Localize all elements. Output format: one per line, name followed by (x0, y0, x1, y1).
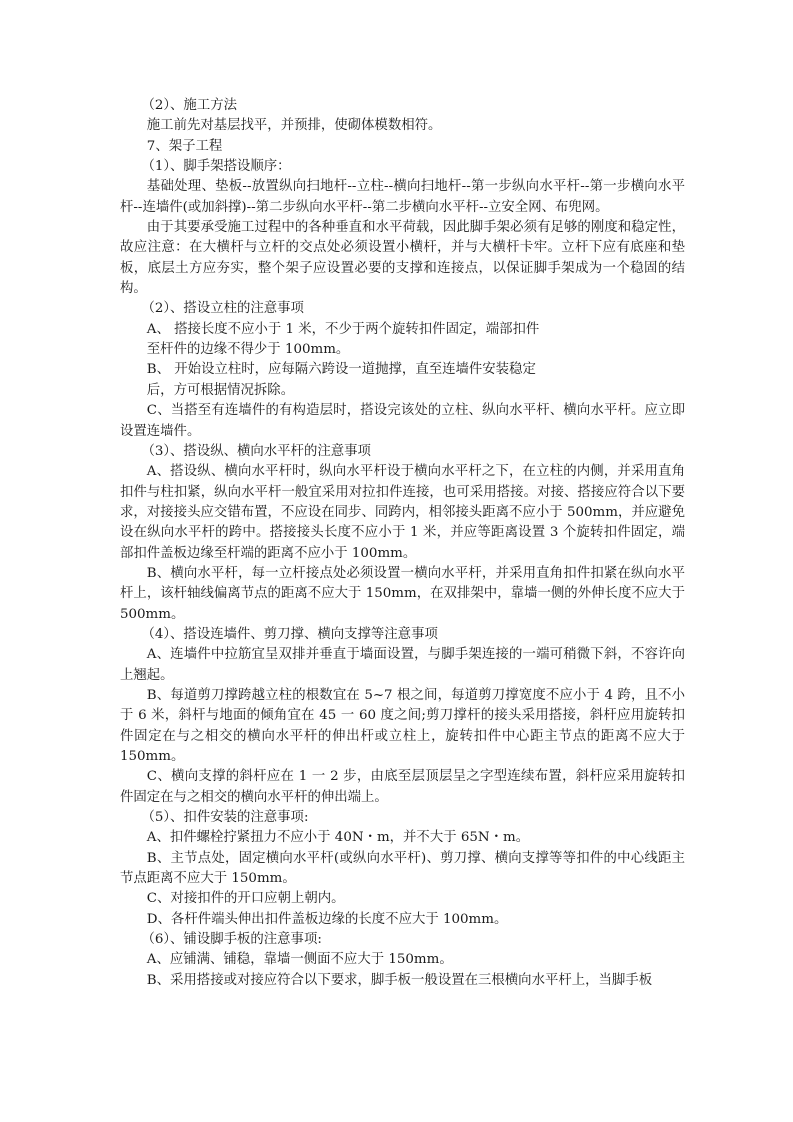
document-page (120, 96, 685, 991)
list-item: B、 开始设立柱时，应每隔六跨设一道抛撑，直至连墙件安装稳定 (146, 362, 536, 378)
list-item: A、连墙件中拉筋宜呈双排并垂直于墙面设置，与脚手架连接的一端可稍微下斜，不容许向上翘起。 (120, 647, 685, 683)
list-item: A、搭设纵、横向水平杆时，纵向水平杆设于横向水平杆之下，在立柱的内侧，并采用直角扣件与柱扣紧，纵向水平杆一般宜采用对拉扣件连接，也可采用搭接。对接、搭接应符合以下要求，对接接头应交错布置，不应设在同步、同跨内，相邻接头距离不应小于 500mm，并应避免设在纵向水平杆的跨中。搭接接头长度不应小于 1 米，并应等距离设置 3 个旋转扣件固定，端部扣件盖板边缘至杆端的距离不应小于 100mm。 (120, 464, 685, 561)
list-item: A、扣件螺栓拧紧扭力不应小于 40N・m，并不大于 65N・m。 (146, 830, 530, 846)
subheading-horizontal-bar-notes: （3）、搭设纵、横向水平杆的注意事项 (141, 443, 371, 459)
list-item: B、采用搭接或对接应符合以下要求，脚手板一般设置在三根横向水平杆上，当脚手板 (146, 972, 653, 988)
subheading-erection-sequence: （1）、脚手架搭设顺序： (141, 159, 291, 175)
list-item: A、应铺满、铺稳，靠墙一侧面不应大于 150mm。 (146, 952, 453, 968)
list-item: A、 搭接长度不应小于 1 米，不少于两个旋转扣件固定，端部扣件 (146, 321, 540, 337)
list-item: B、横向水平杆，每一立杆接点处必须设置一横向水平杆，并采用直角扣件扣紧在纵向水平杆上，该杆轴线偏离节点的距离不应大于 150mm，在双排架中，靠墙一侧的外伸长度不应大于 500mm。 (120, 565, 685, 622)
subheading-fastener-notes: （5）、扣件安装的注意事项: (141, 810, 309, 826)
list-item: C、对接扣件的开口应朝上朝内。 (146, 891, 345, 907)
list-item: B、主节点处，固定横向水平杆(或纵向水平杆)、剪刀撑、横向支撑等等扣件的中心线距主节点距离不应大于 150mm。 (120, 850, 685, 887)
subheading-scaffold-board-notes: （6）、铺设脚手板的注意事项: (141, 932, 322, 948)
list-item-continuation: 后，方可根据情况拆除。 (146, 382, 295, 398)
list-item: D、各杆件端头伸出扣件盖板边缘的长度不应大于 100mm。 (146, 911, 508, 927)
list-item-continuation: 至杆件的边缘不得少于 100mm。 (146, 342, 350, 358)
paragraph: 由于其要承受施工过程中的各种垂直和水平荷载，因此脚手架必须有足够的刚度和稳定性，故应注意：在大横杆与立杆的交点处必须设置小横杆，并与大横杆卡牢。立杆下应有底座和垫板，底层土方应夯实，整个架子应设置必要的支撑和连接点，以保证脚手架成为一个稳固的结构。 (120, 220, 685, 297)
subheading-construction-method: （2）、施工方法 (141, 98, 237, 113)
list-item: C、当搭至有连墙件的有构造层时，搭设完该处的立柱、纵向水平杆、横向水平杆。应立即设置连墙件。 (120, 403, 685, 439)
list-item: C、横向支撑的斜杆应在 1 一 2 步，由底至层顶层呈之字型连续布置，斜杆应采用旋转扣件固定在与之相交的横向水平杆的伸出端上。 (120, 769, 685, 805)
paragraph: 施工前先对基层找平，并预排，使砌体模数相符。 (146, 118, 442, 134)
subheading-bracing-notes: （4）、搭设连墙件、剪刀撑、横向支撑等注意事项 (141, 626, 438, 642)
list-item: B、每道剪刀撑跨越立柱的根数宜在 5~7 根之间，每道剪刀撑宽度不应小于 4 跨，且不小于 6 米，斜杆与地面的倾角宜在 45 一 60 度之间;剪刀撑杆的接头采用搭接，斜杆应用旋转扣件固定在与之相交的横向水平杆的伸出杆或立柱上，旋转扣件中心距主节点的距离不应大于 150mm。 (120, 687, 685, 764)
subheading-column-notes: （2）、搭设立柱的注意事项 (141, 301, 304, 317)
paragraph: 基础处理、垫板--放置纵向扫地杆--立柱--横向扫地杆--第一步纵向水平杆--第一步横向水平杆--连墙件(或加斜撑)--第二步纵向水平杆--第二步横向水平杆--立安全网、布兜网。 (120, 179, 685, 215)
section-heading-scaffolding: 7、架子工程 (146, 138, 223, 154)
